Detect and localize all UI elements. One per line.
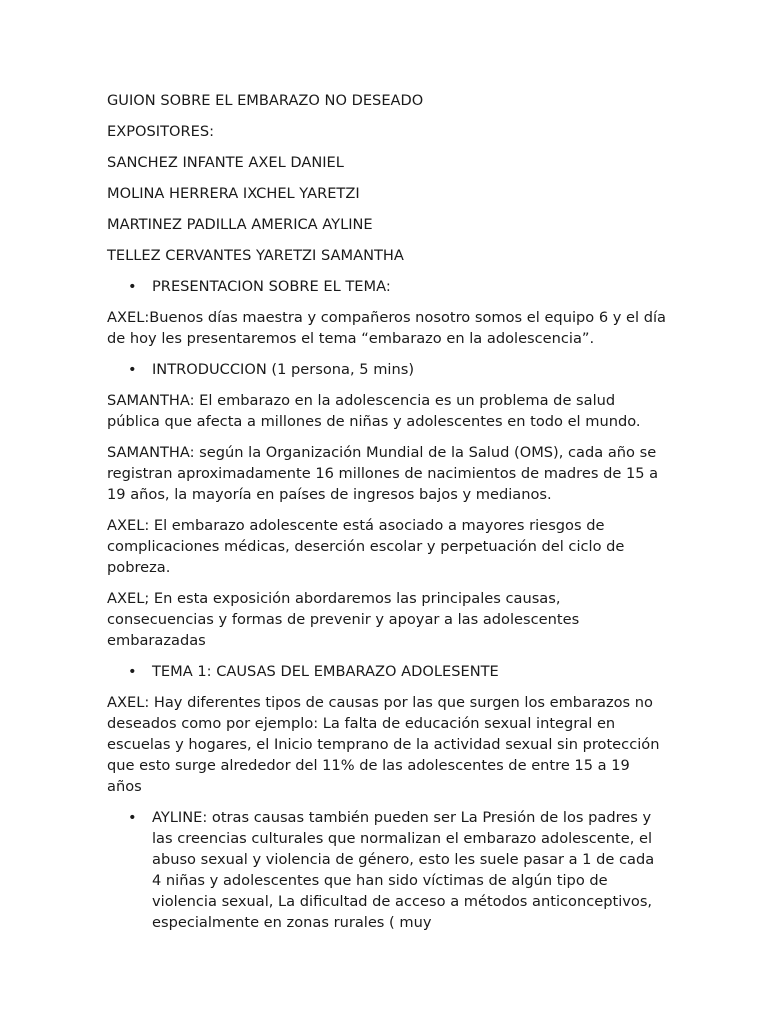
bullet-icon: • (128, 278, 137, 295)
bullet-icon: • (128, 809, 137, 826)
section-heading-text: INTRODUCCION (1 persona, 5 mins) (152, 361, 415, 378)
intro-paragraph: AXEL: El embarazo adolescente está asociado a mayores riesgos de complicaciones médicas, deserción escolar y perpetuación del ciclo de pobreza. (107, 517, 625, 576)
presenter-name: MOLINA HERRERA IXCHEL YARETZI (107, 185, 360, 202)
document-page (107, 90, 667, 943)
section-heading-intro (107, 359, 667, 380)
section-heading-text: PRESENTACION SOBRE EL TEMA: (152, 278, 391, 295)
section-heading-topic1 (107, 661, 667, 682)
section-heading-text: TEMA 1: CAUSAS DEL EMBARAZO ADOLESENTE (152, 663, 499, 680)
intro-paragraph: SAMANTHA: según la Organización Mundial de la Salud (OMS), cada año se registran aproximadamente 16 millones de nacimientos de madres de 15 a 19 años, la mayoría en países de ingresos bajos y medianos. (107, 444, 659, 503)
ayline-bullet-item (107, 807, 667, 933)
bullet-icon: • (128, 361, 137, 378)
document-title: GUION SOBRE EL EMBARAZO NO DESEADO (107, 92, 424, 109)
presentation-paragraph: AXEL:Buenos días maestra y compañeros nosotro somos el equipo 6 y el día de hoy les presentaremos el tema “embarazo en la adolescencia”. (107, 309, 666, 347)
topic1-paragraph: AXEL: Hay diferentes tipos de causas por las que surgen los embarazos no deseados como por ejemplo: La falta de educación sexual integral en escuelas y hogares, el Inicio temprano de la actividad sexual sin protección que esto surge alrededor del 11% de las adolescentes de entre 15 a 19 años (107, 694, 660, 795)
section-heading-presentation (107, 276, 667, 297)
intro-paragraph: AXEL; En esta exposición abordaremos las principales causas, consecuencias y formas de prevenir y apoyar a las adolescentes embarazadas (107, 590, 580, 649)
presenter-name: TELLEZ CERVANTES YARETZI SAMANTHA (107, 247, 404, 264)
presenters-label: EXPOSITORES: (107, 123, 215, 140)
presenter-name: MARTINEZ PADILLA AMERICA AYLINE (107, 216, 373, 233)
bullet-item-text: AYLINE: otras causas también pueden ser La Presión de los padres y las creencias culturales que normalizan el embarazo adolescente, el abuso sexual y violencia de género, esto les suele pasar a 1 de cada 4 niñas y adolescentes que han sido víctimas de algún tipo de violencia sexual, La dificultad de acceso a métodos anticonceptivos, especialmente en zonas rurales ( muy (152, 809, 655, 931)
presenter-name: SANCHEZ INFANTE AXEL DANIEL (107, 154, 344, 171)
bullet-icon: • (128, 663, 137, 680)
intro-paragraph: SAMANTHA: El embarazo en la adolescencia es un problema de salud pública que afecta a millones de niñas y adolescentes en todo el mundo. (107, 392, 641, 430)
